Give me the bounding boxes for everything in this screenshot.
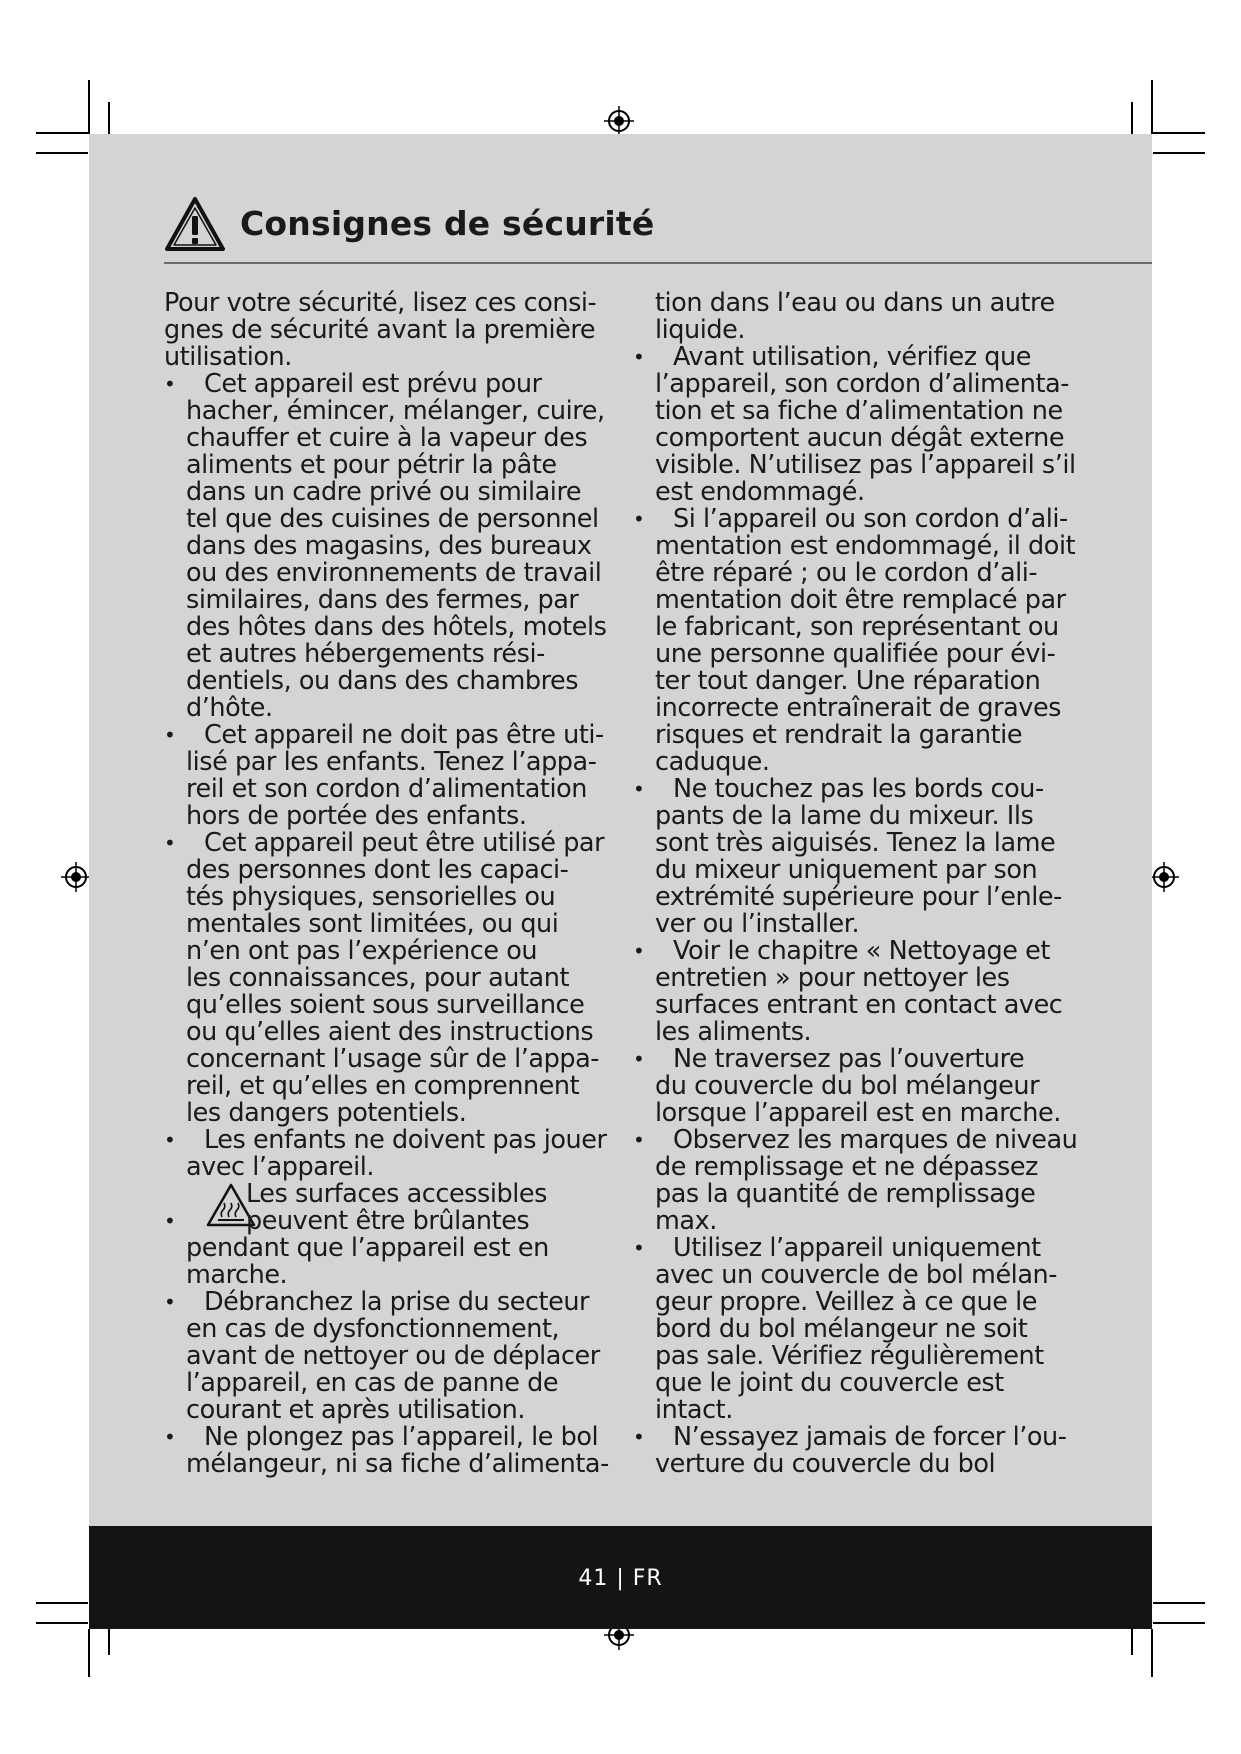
bullet-icon: • <box>633 939 645 963</box>
list-item <box>633 1422 1095 1479</box>
text-line: avant de nettoyer ou de déplacer <box>186 1341 600 1371</box>
text-line: ver ou l’installer. <box>655 909 860 939</box>
list-item <box>164 1424 616 1478</box>
text-line: ter tout danger. Une réparation <box>655 666 1041 696</box>
text-line: ou des environnements de travail <box>186 558 602 588</box>
text-line: Pour votre sécurité, lisez ces consi- <box>164 288 597 318</box>
text-line: mentation est endommagé, il doit <box>655 531 1076 561</box>
registration-mark-icon <box>1149 862 1179 892</box>
text-line: similaires, dans des fermes, par <box>186 585 579 615</box>
text-line: pas la quantité de remplissage <box>655 1179 1036 1209</box>
continuation-paragraph <box>655 290 1095 344</box>
text-line: Les enfants ne doivent pas jouer <box>204 1125 607 1155</box>
text-line: Ne touchez pas les bords cou- <box>673 774 1044 804</box>
text-line: Avant utilisation, vérifiez que <box>673 342 1031 372</box>
bullet-icon: • <box>633 1128 645 1152</box>
text-line: d’hôte. <box>186 693 273 723</box>
text-line: risques et rendrait la garantie <box>655 720 1023 750</box>
text-line: Utilisez l’appareil uniquement <box>673 1233 1041 1263</box>
text-line: peuvent être brûlantes <box>246 1206 530 1236</box>
left-column <box>164 290 616 1478</box>
text-line: Voir le chapitre « Nettoyage et <box>673 936 1050 966</box>
text-line: pas sale. Vérifiez régulièrement <box>655 1341 1044 1371</box>
text-line: pants de la lame du mixeur. Ils <box>655 801 1034 831</box>
text-line: le fabricant, son représentant ou <box>655 612 1059 642</box>
text-line: extrémité supérieure pour l’enle- <box>655 882 1062 912</box>
text-line: pendant que l’appareil est en <box>186 1233 549 1263</box>
text-line: surfaces entrant en contact avec <box>655 990 1063 1020</box>
bullet-icon: • <box>633 1236 645 1260</box>
text-line: l’appareil, en cas de panne de <box>186 1368 559 1398</box>
bullet-icon: • <box>164 1290 176 1314</box>
list-item <box>633 1044 1095 1128</box>
text-line: est endommagé. <box>655 477 865 507</box>
bullet-icon: • <box>633 507 645 531</box>
hot-surface-item <box>164 1181 616 1289</box>
list-item <box>164 1127 616 1181</box>
text-line: geur propre. Veillez à ce que le <box>655 1287 1037 1317</box>
page-title: Consignes de sécurité <box>240 204 655 243</box>
text-line: verture du couvercle du bol <box>655 1449 996 1479</box>
list-item <box>164 1289 616 1424</box>
text-line: tion dans l’eau ou dans un autre <box>655 288 1055 318</box>
text-line: Débranchez la prise du secteur <box>204 1287 590 1317</box>
registration-mark-icon <box>61 862 91 892</box>
text-line: hacher, émincer, mélanger, cuire, <box>186 396 605 426</box>
bullet-icon: • <box>633 1425 645 1449</box>
text-line: Cet appareil est prévu pour <box>204 369 542 399</box>
registration-mark-icon <box>604 106 634 136</box>
text-line: que le joint du couvercle est <box>655 1368 1004 1398</box>
list-item <box>633 342 1095 507</box>
text-line: du mixeur uniquement par son <box>655 855 1038 885</box>
text-line: Ne traversez pas l’ouverture <box>673 1044 1025 1074</box>
text-line: des hôtes dans des hôtels, motels <box>186 612 607 642</box>
text-line: l’appareil, son cordon d’alimenta- <box>655 369 1069 399</box>
text-line: avec un couvercle de bol mélan- <box>655 1260 1057 1290</box>
list-item <box>633 774 1095 939</box>
text-line: être réparé ; ou le cordon d’ali- <box>655 558 1038 588</box>
text-line: sont très aiguisés. Tenez la lame <box>655 828 1056 858</box>
text-line: mentation doit être remplacé par <box>655 585 1066 615</box>
bullet-icon: • <box>164 1128 176 1152</box>
bullet-icon: • <box>633 777 645 801</box>
text-line: les connaissances, pour autant <box>186 963 569 993</box>
page-footer <box>89 1526 1152 1629</box>
list-item <box>164 722 616 830</box>
section-header <box>164 196 1152 264</box>
text-line: entretien » pour nettoyer les <box>655 963 1010 993</box>
list-item <box>633 1233 1095 1425</box>
text-line: mélangeur, ni sa fiche d’alimenta- <box>186 1449 609 1479</box>
list-item <box>164 371 616 722</box>
text-line: marche. <box>186 1260 288 1290</box>
list-item <box>633 1125 1095 1236</box>
list-item <box>633 936 1095 1047</box>
page-number: 41 | FR <box>578 1566 663 1591</box>
text-line: dans des magasins, des bureaux <box>186 531 592 561</box>
text-line: reil, et qu’elles en comprennent <box>186 1071 580 1101</box>
text-line: incorrecte entraînerait de graves <box>655 693 1062 723</box>
text-line: et autres hébergements rési- <box>186 639 545 669</box>
text-line: ou qu’elles aient des instructions <box>186 1017 594 1047</box>
text-line: tel que des cuisines de personnel <box>186 504 599 534</box>
text-line: dans un cadre privé ou similaire <box>186 477 582 507</box>
text-line: gnes de sécurité avant la première <box>164 315 596 345</box>
text-line: Cet appareil peut être utilisé par <box>204 828 605 858</box>
text-line: tion et sa fiche d’alimentation ne <box>655 396 1063 426</box>
bullet-icon: • <box>164 372 176 396</box>
bullet-icon: • <box>164 1425 176 1449</box>
text-line: mentales sont limitées, ou qui <box>186 909 559 939</box>
bullet-icon: • <box>164 831 176 855</box>
text-line: en cas de dysfonctionnement, <box>186 1314 560 1344</box>
list-item <box>164 830 616 1127</box>
text-line: lorsque l’appareil est en marche. <box>655 1098 1061 1128</box>
text-line: tés physiques, sensorielles ou <box>186 882 556 912</box>
warning-triangle-icon <box>164 196 226 252</box>
text-line: du couvercle du bol mélangeur <box>655 1071 1040 1101</box>
right-column <box>633 288 1095 1479</box>
text-line: courant et après utilisation. <box>186 1395 525 1425</box>
text-line: Ne plongez pas l’appareil, le bol <box>204 1422 599 1452</box>
text-line: Observez les marques de niveau <box>673 1125 1078 1155</box>
text-line: N’essayez jamais de forcer l’ou- <box>673 1422 1067 1452</box>
text-line: hors de portée des enfants. <box>186 801 527 831</box>
text-line: reil et son cordon d’alimentation <box>186 774 587 804</box>
text-line: comportent aucun dégât externe <box>655 423 1065 453</box>
text-line: une personne qualifiée pour évi- <box>655 639 1056 669</box>
list-item <box>633 504 1095 777</box>
text-line: Les surfaces accessibles <box>246 1179 547 1209</box>
text-line: utilisation. <box>164 342 292 372</box>
text-line: les aliments. <box>655 1017 812 1047</box>
text-line: chauffer et cuire à la vapeur des <box>186 423 588 453</box>
text-line: concernant l’usage sûr de l’appa- <box>186 1044 600 1074</box>
text-line: avec l’appareil. <box>186 1152 375 1182</box>
text-line: Si l’appareil ou son cordon d’ali- <box>673 504 1068 534</box>
text-line: des personnes dont les capaci- <box>186 855 569 885</box>
text-line: n’en ont pas l’expérience ou <box>186 936 538 966</box>
intro-paragraph <box>164 290 616 371</box>
text-line: liquide. <box>655 315 745 345</box>
text-line: intact. <box>655 1395 733 1425</box>
text-line: qu’elles soient sous surveillance <box>186 990 585 1020</box>
text-line: dentiels, ou dans des chambres <box>186 666 579 696</box>
text-line: les dangers potentiels. <box>186 1098 467 1128</box>
bullet-icon: • <box>633 345 645 369</box>
text-line: lisé par les enfants. Tenez l’appa- <box>186 747 597 777</box>
bullet-icon: • <box>164 723 176 747</box>
text-line: aliments et pour pétrir la pâte <box>186 450 557 480</box>
text-line: max. <box>655 1206 717 1236</box>
text-line: de remplissage et ne dépassez <box>655 1152 1038 1182</box>
text-line: caduque. <box>655 747 770 777</box>
bullet-icon: • <box>164 1209 176 1233</box>
bullet-icon: • <box>633 1047 645 1071</box>
text-line: bord du bol mélangeur ne soit <box>655 1314 1028 1344</box>
text-line: Cet appareil ne doit pas être uti- <box>204 720 604 750</box>
text-line: visible. N’utilisez pas l’appareil s’il <box>655 450 1076 480</box>
